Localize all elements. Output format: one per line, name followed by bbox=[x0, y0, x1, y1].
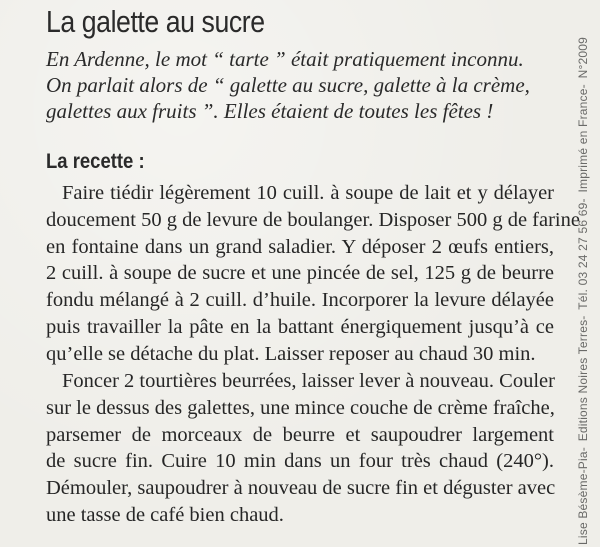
paragraph-line: puis travailler la pâte en la battant énergiquement jusqu’à ce bbox=[46, 315, 554, 338]
paragraph-line: qu’elle se détache du plat. Laisser reposer au chaud 30 min. bbox=[46, 342, 536, 365]
credit-author: Lise Bésème-Pia bbox=[576, 451, 590, 545]
credit-printed: Imprimé en France bbox=[576, 88, 590, 193]
recipe-paragraph-1 bbox=[46, 180, 580, 368]
intro-text bbox=[46, 46, 600, 124]
paragraph-line: Démouler, saupoudrer à nouveau de sucre fin et déguster avec bbox=[46, 477, 556, 500]
paragraph-line: doucement 50 g de levure de boulanger. Disposer 500 g de farine bbox=[46, 208, 580, 231]
paragraph-line: en fontaine dans un grand saladier. Y déposer 2 œufs entiers, bbox=[46, 235, 554, 258]
paragraph-line: Foncer 2 tourtières beurrées, laisser lever à nouveau. Couler bbox=[62, 370, 555, 392]
intro-line: En Ardenne, le mot “ tarte ” était pratiquement inconnu. bbox=[46, 47, 524, 71]
paragraph-line: fondu mélangé à 2 cuill. d’huile. Incorporer la levure délayée bbox=[46, 289, 554, 312]
recipe-paragraph-2 bbox=[46, 368, 554, 529]
paragraph-line: une tasse de café bien chaud. bbox=[46, 503, 284, 526]
credit-phone: Tél. 03 24 27 56 69 bbox=[576, 202, 590, 310]
paragraph-line: de sucre fin. Cuire 10 min dans un four très chaud (240°). bbox=[46, 450, 554, 473]
side-credit: Lise Bésème-Pia-Editions Noires Terres-Tél. 03 24 27 56 69-Imprimé en France-N°2009 bbox=[576, 37, 590, 545]
paragraph-line: sur le dessus des galettes, une mince couche de crème fraîche, bbox=[46, 396, 555, 419]
section-title: La recette : bbox=[46, 150, 145, 173]
paragraph-line: 2 cuill. à soupe de sucre et une pincée de sel, 125 g de beurre bbox=[46, 262, 554, 285]
paragraph-line: parsemer de morceaux de beurre et saupoudrer largement bbox=[46, 423, 554, 446]
intro-line: galettes aux fruits ”. Elles étaient de toutes les fêtes ! bbox=[46, 99, 494, 123]
credit-number: N°2009 bbox=[576, 37, 590, 79]
paragraph-line: Faire tiédir légèrement 10 cuill. à soupe de lait et y délayer bbox=[62, 182, 554, 204]
credit-publisher: Editions Noires Terres bbox=[576, 319, 590, 442]
intro-line: On parlait alors de “ galette au sucre, galette à la crème, bbox=[46, 73, 530, 97]
page-title: La galette au sucre bbox=[46, 4, 265, 39]
